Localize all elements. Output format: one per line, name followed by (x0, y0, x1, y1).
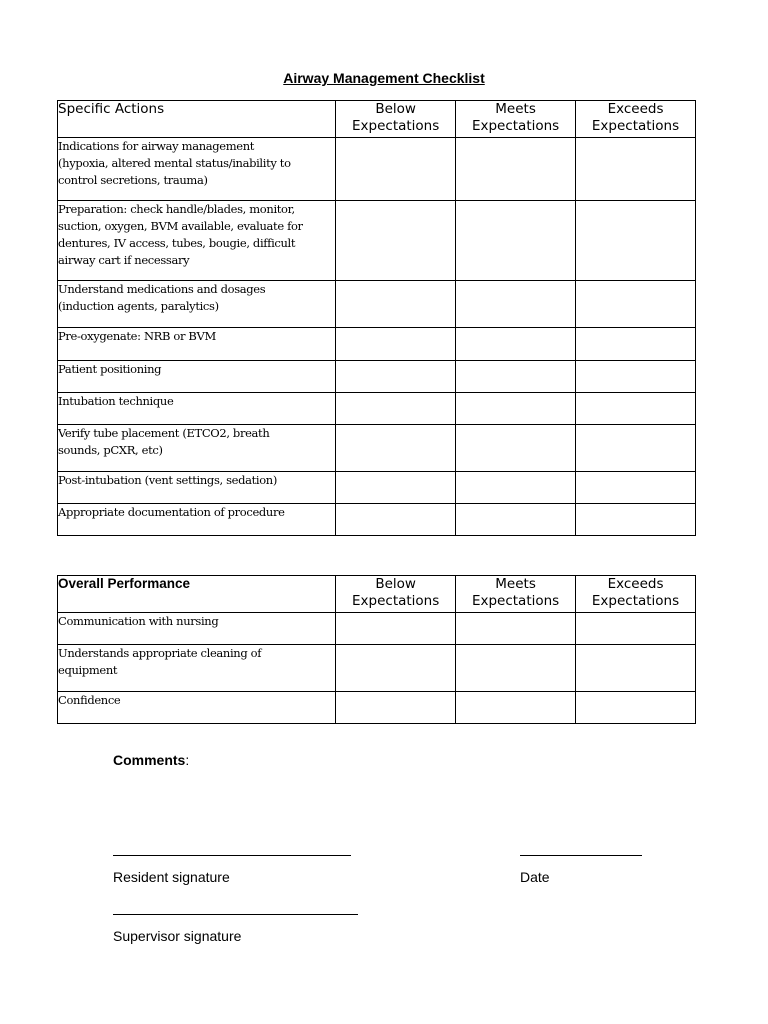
action-cell (58, 645, 336, 692)
specific-actions-header: Specific Actions (58, 101, 336, 138)
exceeds-expectations-cell[interactable] (576, 613, 696, 645)
below-expectations-header (336, 576, 456, 613)
supervisor-signature-label: Supervisor signature (113, 928, 242, 944)
action-text-line: Understands appropriate cleaning of (58, 646, 262, 660)
action-cell (58, 692, 336, 724)
exceeds-expectations-cell[interactable] (576, 692, 696, 724)
action-text-line: Verify tube placement (ETCO2, breath (58, 426, 270, 440)
meets-expectations-cell[interactable] (456, 281, 576, 328)
action-cell (58, 613, 336, 645)
action-cell (58, 201, 336, 281)
specific-action-row (58, 138, 696, 201)
action-text-line: dentures, IV access, tubes, bougie, difficult (58, 236, 296, 250)
below-expectations-cell[interactable] (336, 692, 456, 724)
exceeds-expectations-header (576, 576, 696, 613)
comments-label (113, 752, 189, 768)
exceeds-expectations-cell[interactable] (576, 472, 696, 504)
specific-action-row (58, 328, 696, 361)
specific-actions-table (57, 100, 696, 536)
overall-performance-header: Overall Performance (58, 576, 336, 613)
below-header-line2: Expectations (352, 593, 440, 609)
date-line[interactable] (520, 855, 642, 856)
exceeds-expectations-cell[interactable] (576, 645, 696, 692)
meets-expectations-cell[interactable] (456, 201, 576, 281)
action-text-line: equipment (58, 663, 118, 677)
below-expectations-cell[interactable] (336, 201, 456, 281)
exceeds-expectations-cell[interactable] (576, 393, 696, 425)
action-text-line: Communication with nursing (58, 614, 219, 628)
meets-expectations-cell[interactable] (456, 645, 576, 692)
exceeds-header-line1: Exceeds (607, 576, 664, 592)
action-text-line: Pre-oxygenate: NRB or BVM (58, 329, 216, 343)
action-text-line: sounds, pCXR, etc) (58, 443, 163, 457)
action-text-line: Understand medications and dosages (58, 282, 266, 296)
overall-performance-table (57, 575, 696, 724)
action-text-line: Patient positioning (58, 362, 162, 376)
exceeds-header-line2: Expectations (591, 118, 680, 134)
below-expectations-cell[interactable] (336, 645, 456, 692)
meets-expectations-cell[interactable] (456, 472, 576, 504)
meets-expectations-cell[interactable] (456, 425, 576, 472)
action-text-line: (induction agents, paralytics) (58, 299, 219, 313)
date-label: Date (520, 869, 550, 885)
exceeds-expectations-header (576, 101, 696, 138)
exceeds-expectations-cell[interactable] (576, 425, 696, 472)
action-text-line: airway cart if necessary (58, 253, 190, 267)
specific-action-row (58, 425, 696, 472)
resident-signature-label: Resident signature (113, 869, 230, 885)
exceeds-header-line2: Expectations (591, 593, 680, 609)
action-cell (58, 328, 336, 361)
action-cell (58, 393, 336, 425)
action-text-line: Indications for airway management (58, 139, 255, 153)
below-expectations-cell[interactable] (336, 472, 456, 504)
action-cell (58, 361, 336, 393)
below-header-line1: Below (375, 101, 416, 117)
meets-expectations-cell[interactable] (456, 328, 576, 361)
comments-label-text: Comments (113, 752, 186, 768)
exceeds-expectations-cell[interactable] (576, 328, 696, 361)
below-expectations-cell[interactable] (336, 425, 456, 472)
below-expectations-cell[interactable] (336, 328, 456, 361)
exceeds-expectations-cell[interactable] (576, 504, 696, 536)
specific-actions-header-row (58, 101, 696, 138)
resident-signature-line[interactable] (113, 855, 351, 856)
action-text-line: Intubation technique (58, 394, 174, 408)
overall-performance-row (58, 692, 696, 724)
specific-action-row (58, 361, 696, 393)
action-cell (58, 281, 336, 328)
meets-expectations-cell[interactable] (456, 393, 576, 425)
meets-expectations-header (456, 101, 576, 138)
meets-expectations-cell[interactable] (456, 138, 576, 201)
specific-action-row (58, 472, 696, 504)
below-expectations-cell[interactable] (336, 361, 456, 393)
below-expectations-cell[interactable] (336, 504, 456, 536)
meets-header-line2: Expectations (471, 118, 560, 134)
below-header-line1: Below (375, 576, 416, 592)
overall-performance-row (58, 613, 696, 645)
meets-header-line2: Expectations (471, 593, 560, 609)
meets-header-line1: Meets (495, 101, 536, 117)
below-expectations-header (336, 101, 456, 138)
action-text-line: (hypoxia, altered mental status/inability to (58, 156, 291, 170)
meets-header-line1: Meets (495, 576, 536, 592)
below-header-line2: Expectations (352, 118, 440, 134)
specific-action-row (58, 393, 696, 425)
meets-expectations-cell[interactable] (456, 504, 576, 536)
meets-expectations-header (456, 576, 576, 613)
below-expectations-cell[interactable] (336, 281, 456, 328)
specific-action-row (58, 504, 696, 536)
action-text-line: Preparation: check handle/blades, monitor, (58, 202, 295, 216)
specific-action-row (58, 281, 696, 328)
below-expectations-cell[interactable] (336, 613, 456, 645)
action-cell (58, 504, 336, 536)
action-text-line: Post-intubation (vent settings, sedation) (58, 473, 277, 487)
action-cell (58, 425, 336, 472)
exceeds-expectations-cell[interactable] (576, 361, 696, 393)
action-cell (58, 472, 336, 504)
action-text-line: suction, oxygen, BVM available, evaluate for (58, 219, 303, 233)
specific-action-row (58, 201, 696, 281)
exceeds-expectations-cell[interactable] (576, 201, 696, 281)
meets-expectations-cell[interactable] (456, 361, 576, 393)
meets-expectations-cell[interactable] (456, 692, 576, 724)
document-title (0, 69, 768, 87)
supervisor-signature-line[interactable] (113, 914, 358, 915)
exceeds-header-line1: Exceeds (607, 101, 664, 117)
below-expectations-cell[interactable] (336, 138, 456, 201)
action-text-line: control secretions, trauma) (58, 173, 208, 187)
below-expectations-cell[interactable] (336, 393, 456, 425)
action-cell (58, 138, 336, 201)
comments-colon: : (185, 752, 190, 768)
action-text-line: Confidence (58, 693, 121, 707)
exceeds-expectations-cell[interactable] (576, 281, 696, 328)
document-title-text: Airway Management Checklist (283, 70, 485, 86)
action-text-line: Appropriate documentation of procedure (58, 505, 285, 519)
meets-expectations-cell[interactable] (456, 613, 576, 645)
exceeds-expectations-cell[interactable] (576, 138, 696, 201)
overall-performance-header-row (58, 576, 696, 613)
overall-performance-row (58, 645, 696, 692)
